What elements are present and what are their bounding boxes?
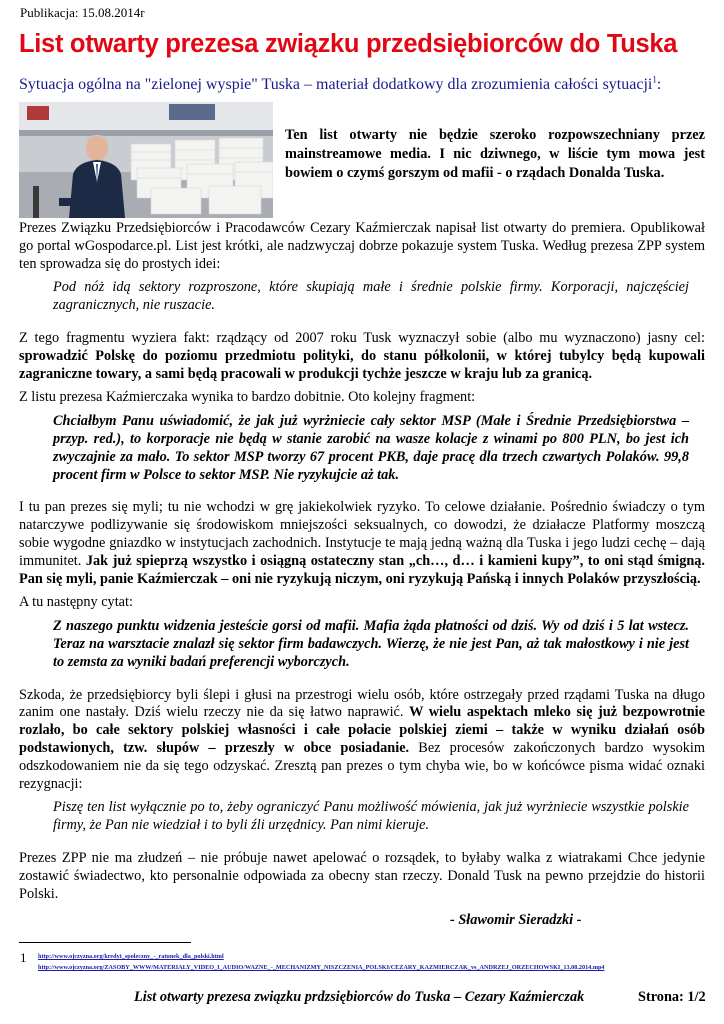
article-body [19, 220, 705, 909]
paragraph-bold-text: sprowadzić Polskę do poziomu przedmiotu polityki, do stanu półkolonii, w której tubylcy będą kupowali zagraniczne towary, a sami będą pracowali w produkcji tychże jeszcze w kraju lub za granicą. [19, 347, 705, 382]
paragraph [19, 330, 705, 383]
footnote-number: 1 [20, 950, 27, 965]
quote: Z naszego punktu widzenia jesteście gorsi od mafii. Mafia żąda płatności od dziś. Wy od dziś i 5 lat wstecz. Teraz na warsztacie znalazł się sektor firm badawczych. Wierzę, że nie jest Pan, aż tak małostkowy i nie jest to zemsta za wyniki badań preferencji wyborczych. [53, 618, 689, 670]
paragraph-bold-text: Jak już spieprzą wszystko i osiągną ostateczny stan „ch…, d… i kamieni kupy”, to oni stąd śmigną. Pan się myli, panie Kaźmierczak – oni nie ryzykują niczym, oni ryzykują Pańską i innych Polaków przyszłością. [19, 552, 706, 587]
paragraph: Prezes ZPP nie ma złudzeń – nie próbuje nawet apelować o rozsądek, to byłaby walka z wiatrakami Chce jedynie zostawić świadectwo, kto personalnie odpowiada za obecny stan rzeczy. Donald Tusk na pewno przejdzie do historii Polski. [19, 849, 705, 902]
paragraph: Z listu prezesa Kaźmierczaka wynika to bardzo dobitnie. Oto kolejny fragment: [19, 389, 476, 406]
paragraph [19, 499, 705, 588]
paragraph-text: Szkoda, że przedsiębiorcy byli ślepi i głusi na przestrogi wielu osób, które ostrzegały przed rządami Tuska na długo zanim one nastały. Dziś wielu rzeczy nie da się łatwo naprawić. [19, 686, 705, 721]
subtitle-text: Sytuacja ogólna na "zielonej wyspie" Tuska – materiał dodatkowy dla zrozumienia całości sytuacji [19, 76, 653, 93]
footnote-divider [19, 942, 191, 943]
article-lead: Ten list otwarty nie będzie szeroko rozpowszechniany przez mainstreamowe media. I nic dziwnego, w liście tym mowa jest bowiem o czymś gorszym od mafii - o rządach Donalda Tuska. [285, 127, 705, 181]
page-number: Strona: 1/2 [638, 989, 706, 1005]
paragraph-text: Bez procesów zakończonych bardzo wysokim odszkodowaniem nie da się tego odzyskać. Zresztą pan prezes o tym chyba wie, bo w końcówce pisma widać oznaki rezygnacji: [19, 739, 705, 792]
paragraph: Prezes Związku Przedsiębiorców i Pracodawców Cezary Kaźmierczak napisał list otwarty do premiera. Opublikował go portal wGospodarce.pl. List jest krótki, ale nadzwyczaj dobrze pokazuje system Tuska. Według prezesa ZPP system ten sprowadza się do prostych idei: [19, 220, 705, 272]
article-photo [19, 102, 273, 218]
footnote-link[interactable]: http://www.ojczyzna.org/kredyt_spoleczny_-_ratunek_dla_polski.html [38, 953, 224, 960]
article-subtitle [19, 76, 709, 94]
publication-date: Publikacja: 15.08.2014r [20, 5, 145, 20]
article-title: List otwarty prezesa związku przedsiębiorców do Tuska [19, 30, 678, 58]
paragraph-text: I tu pan prezes się myli; tu nie wchodzi w grę jakiekolwiek ryzyko. To celowe działanie. Pośrednio świadczy o tym natarczywe podlizywanie się środowiskom mniejszości seksualnych, co dowodzi, że działacze Platformy moszczą sobie wygodne gniazdko w instytucjach zachodnich. Instytucje te mają jedną ważną dla Tuska i jego ludzi cechę – dają immunitet. [19, 499, 705, 569]
footnote-link[interactable]: http://www.ojczyzna.org/ZASOBY_WWW/MATERIALY_VIDEO_I_AUDIO/WAZNE_-_MECHANIZMY_NISZCZENIA_POLSKI/CEZARY_KAZMIERCZAK_vs_ANDRZEJ_ORZECHOWSKI_13.08.2014.mp4 [38, 964, 605, 971]
paragraph: A tu następny cytat: [19, 594, 133, 611]
paragraph-text: Z tego fragmentu wyziera fakt: rządzący od 2007 roku Tusk wyznaczył sobie (albo mu wyznaczono) jasny cel: [19, 329, 705, 346]
quote: Chciałbym Panu uświadomić, że jak już wyrżniecie cały sektor MSP (Małe i Średnie Przedsiębiorstwa – przyp. red.), to korporacje nie będą w stanie zarobić na wasze kolacje z winami po 800 PLN, bo jest ich zwyczajnie za mało. To sektor MSP tworzy 67 procent PKB, daje pracę dla trzech czwartych Polaków. 99,8 procent firm w Polsce to sektor MSP. Nie ryzykujcie aż tak. [53, 413, 689, 483]
subtitle-end: : [656, 76, 662, 93]
footer-title: List otwarty prezesa związku prdzsiębiorców do Tuska – Cezary Kaźmierczak [134, 989, 585, 1005]
quote: Piszę ten list wyłącznie po to, żeby ograniczyć Panu możliwość mówienia, jak już wyrżniecie wszystkie polskie firmy, że Pan nie wiedział i to byli źli urzędnicy. Pan nimi kieruje. [53, 799, 689, 834]
author-signature: - Sławomir Sieradzki - [450, 912, 582, 928]
photo-illustration [19, 102, 273, 218]
paragraph-bold-text: W wielu aspektach mleko się już bezpowrotnie rozlało, bo całe sektory polskiej własności i całe połacie polskiej ziemi – także w wyniku działań osób podstawionych, tzw. słupów – przeszły w obce posiadanie. [19, 704, 705, 756]
paragraph [19, 687, 705, 794]
quote: Pod nóż idą sektory rozproszone, które skupiają małe i średnie polskie firmy. Korporacji, najczęściej zagranicznych, nie ruszacie. [53, 279, 689, 314]
subtitle-footnote-ref[interactable]: 1 [652, 74, 657, 85]
